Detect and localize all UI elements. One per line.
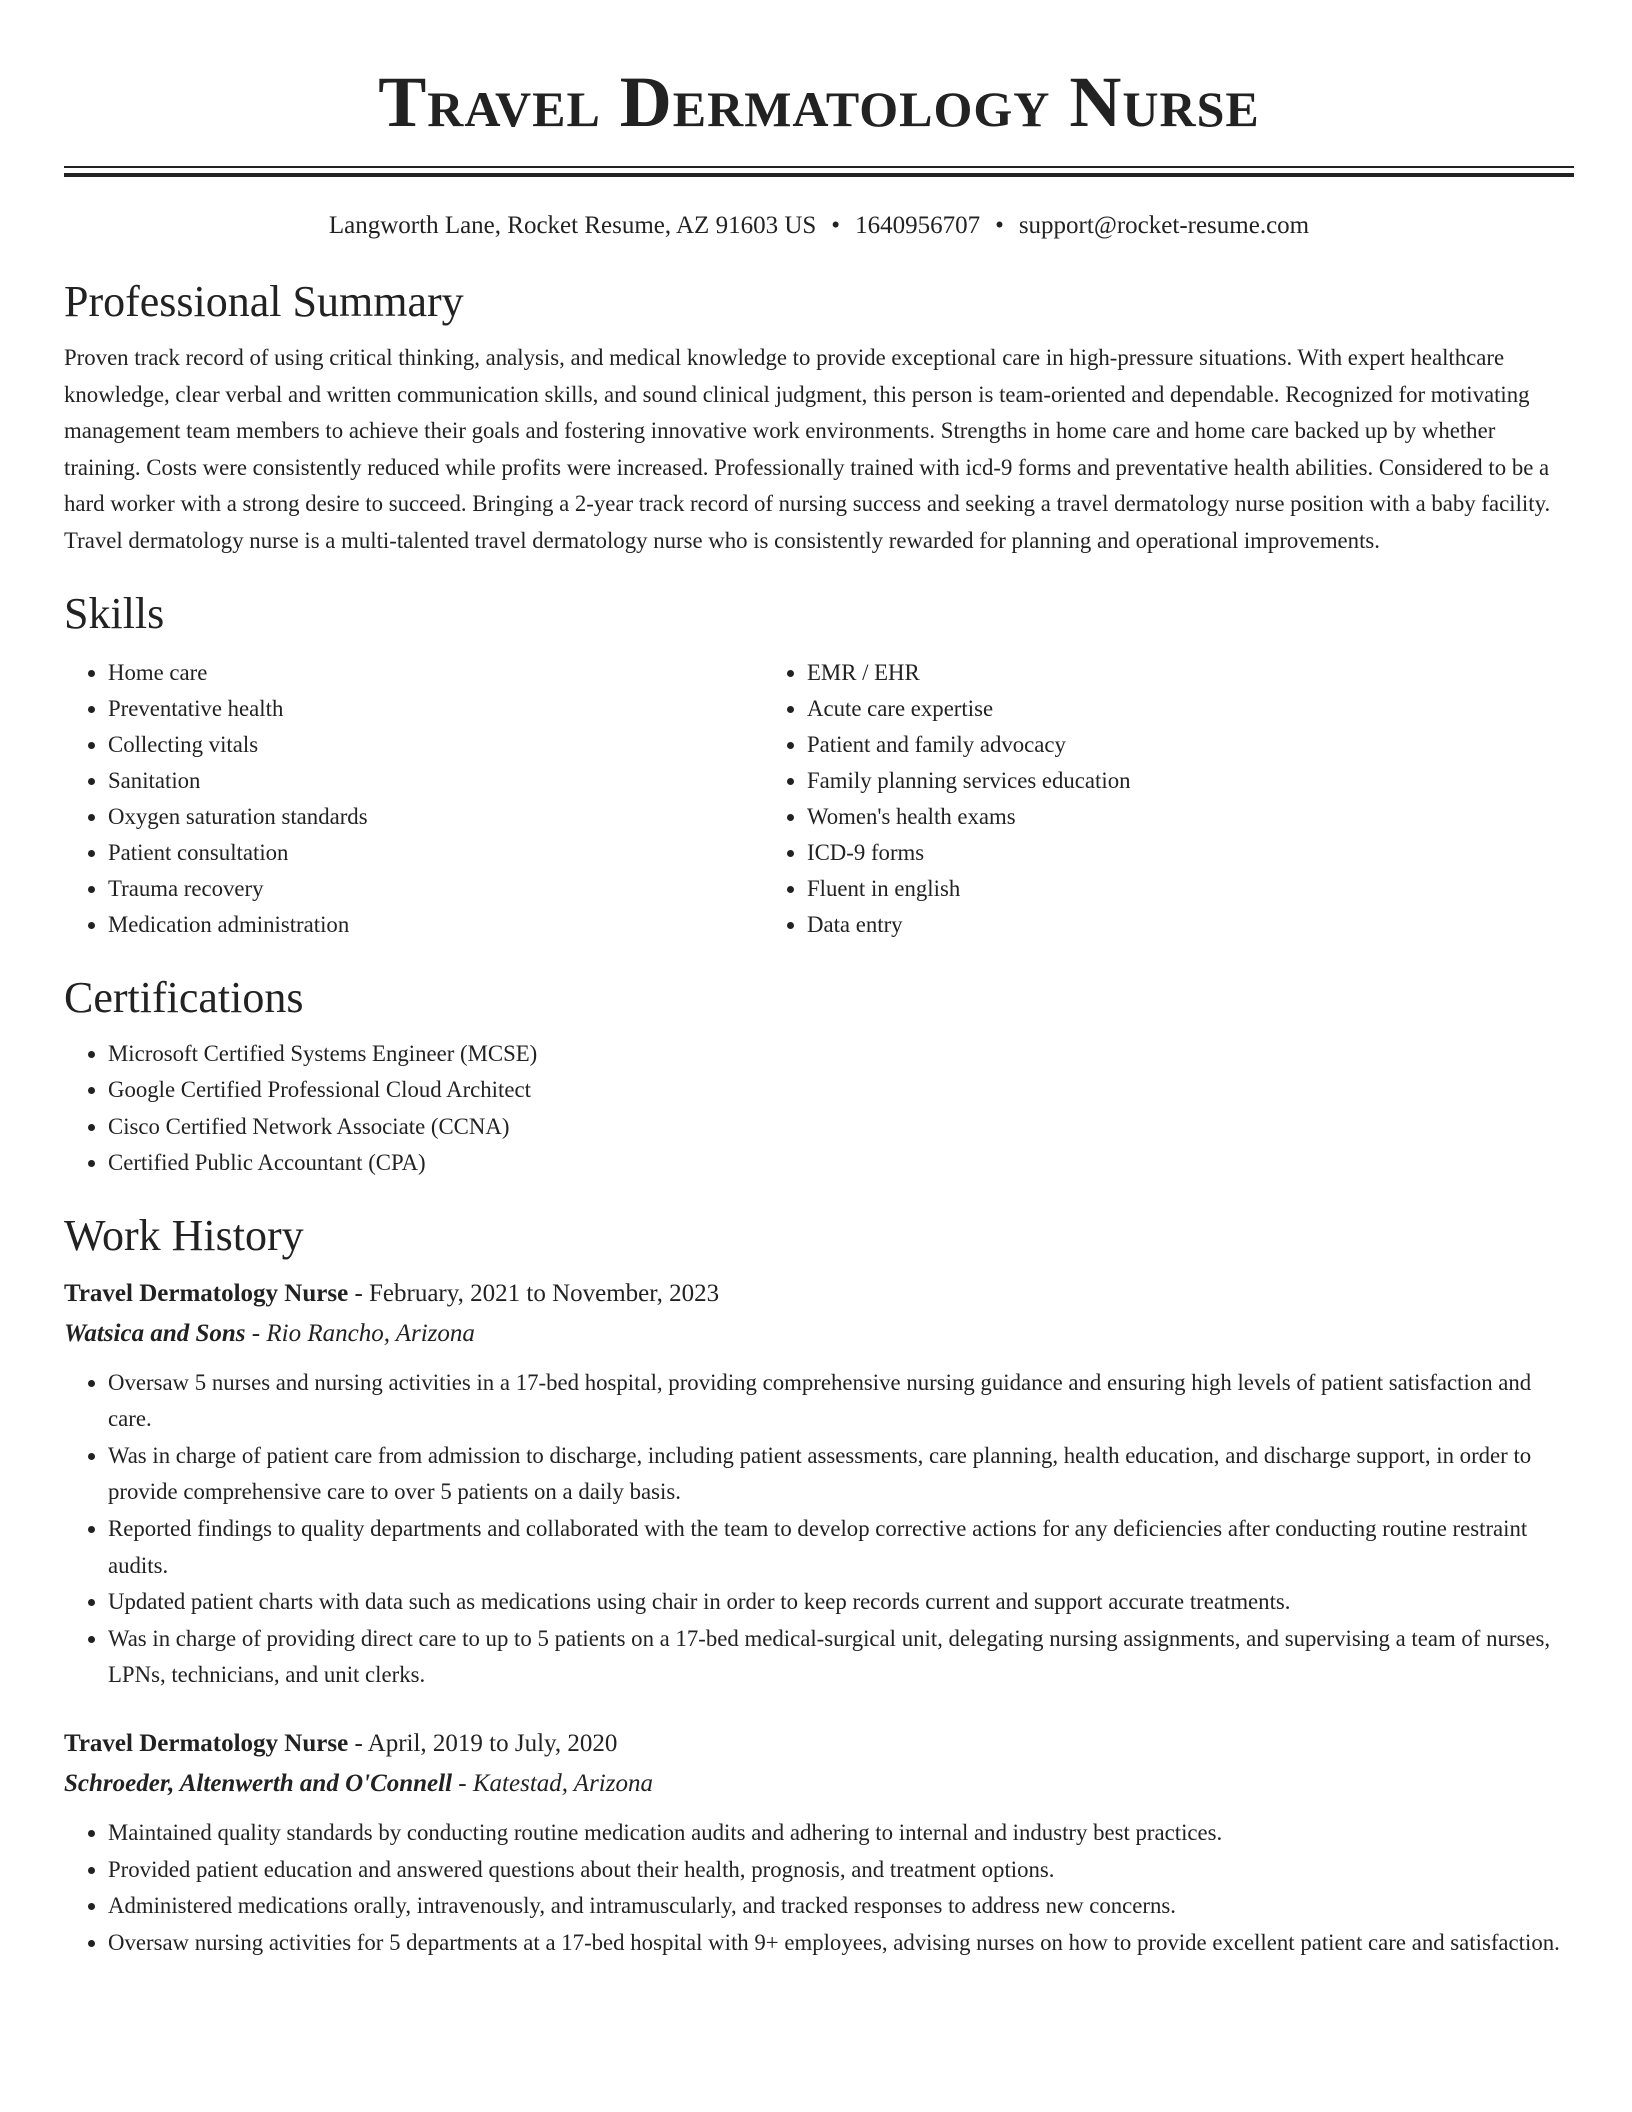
job-company-line [64,1314,1574,1354]
skill-item: • Women's health exams [807,799,1131,835]
job-bullet: • Was in charge of patient care from admission to discharge, including patient assessments, care planning, health education, and discharge support, in order to provide comprehensive care to over 5 patients on a daily basis. [108,1438,1574,1511]
job-dates: - February, 2021 to November, 2023 [348,1279,720,1307]
skills-list-right [763,655,1131,944]
job-entry [64,1274,1574,1694]
skill-item: • Medication administration [108,907,763,943]
job-title-line [64,1274,1574,1314]
skill-item: • Fluent in english [807,871,1131,907]
certifications-heading: Certifications [64,973,304,1023]
job-bullet: • Provided patient education and answered questions about their health, prognosis, and treatment options. [108,1852,1574,1889]
contact-line [64,211,1574,241]
job-bullet: • Updated patient charts with data such as medications using chair in order to keep records current and support accurate treatments. [108,1584,1574,1621]
job-title-line [64,1724,1574,1764]
job-bullet: • Oversaw nursing activities for 5 departments at a 17-bed hospital with 9+ employees, advising nurses on how to provide excellent patient care and satisfaction. [108,1925,1574,1962]
certification-item: • Google Certified Professional Cloud Architect [108,1072,1574,1108]
skill-item: • ICD-9 forms [807,835,1131,871]
certification-item: • Cisco Certified Network Associate (CCNA) [108,1109,1574,1145]
skill-item: • Sanitation [108,763,763,799]
job-company-line [64,1764,1574,1804]
summary-text: Proven track record of using critical thinking, analysis, and medical knowledge to provide exceptional care in high-pressure situations. With expert healthcare knowledge, clear verbal and written communication skills, and sound clinical judgment, this person is team-oriented and dependable. Recognized for motivating management team members to achieve their goals and fostering innovative work environments. Strengths in home care and home care backed up by whether training. Costs were consistently reduced while profits were increased. Professionally trained with icd-9 forms and preventative health abilities. Considered to be a hard worker with a strong desire to succeed. Bringing a 2-year track record of nursing success and seeking a travel dermatology nurse position with a baby facility. Travel dermatology nurse is a multi-talented travel dermatology nurse who is consistently rewarded for planning and operational improvements. [64,345,1551,553]
resume-page [64,0,1574,1961]
skill-item: • Preventative health [108,691,763,727]
contact-address: Langworth Lane, Rocket Resume, AZ 91603 US [328,212,817,239]
skill-item: • Oxygen saturation standards [108,799,763,835]
skill-item: • Patient consultation [108,835,763,871]
job-company: Schroeder, Altenwerth and O'Connell [64,1770,453,1798]
summary-heading: Professional Summary [64,277,464,326]
skills-columns [64,655,1574,944]
contact-separator: • [831,212,841,239]
job-bullets [64,1365,1574,1694]
skill-item: • Collecting vitals [108,727,763,763]
skill-item: • Home care [108,655,763,691]
work-history-heading: Work History [64,1210,304,1260]
skill-item: • Family planning services education [807,763,1131,799]
skill-item: • Trauma recovery [108,871,763,907]
job-bullet: • Oversaw 5 nurses and nursing activities in a 17-bed hospital, providing comprehensive nursing guidance and ensuring high levels of patient satisfaction and care. [108,1365,1574,1438]
job-bullet: • Was in charge of providing direct care to up to 5 patients on a 17-bed medical-surgical unit, delegating nursing assignments, and supervising a team of nurses, LPNs, technicians, and unit clerks. [108,1621,1574,1694]
contact-phone: 1640956707 [855,212,981,239]
skill-item: • EMR / EHR [807,655,1131,691]
contact-email: support@rocket-resume.com [1018,212,1310,239]
certification-item: • Microsoft Certified Systems Engineer (MCSE) [108,1036,1574,1072]
job-title: Travel Dermatology Nurse [64,1730,349,1758]
skill-item: • Patient and family advocacy [807,727,1131,763]
job-dates: - April, 2019 to July, 2020 [348,1730,618,1758]
certification-item: • Certified Public Accountant (CPA) [108,1145,1574,1181]
job-bullet: • Reported findings to quality departments and collaborated with the team to develop corrective actions for any deficiencies after conducting routine restraint audits. [108,1511,1574,1584]
contact-separator: • [995,212,1004,239]
skill-item: • Data entry [807,907,1131,943]
skills-heading: Skills [64,588,165,638]
skill-item: • Acute care expertise [807,691,1131,727]
certifications-list [64,1036,1574,1180]
job-company: Watsica and Sons [64,1319,246,1347]
job-entry [64,1724,1574,1961]
skills-list-left [64,655,763,944]
job-bullet: • Maintained quality standards by conducting routine medication audits and adhering to internal and industry best practices. [108,1815,1574,1852]
job-bullet: • Administered medications orally, intravenously, and intramuscularly, and tracked responses to address new concerns. [108,1888,1574,1925]
resume-title: Travel Dermatology Nurse [378,62,1260,142]
header-divider-thick [64,173,1574,177]
job-location: - Rio Rancho, Arizona [245,1319,475,1347]
job-title: Travel Dermatology Nurse [64,1279,349,1307]
job-location: - Katestad, Arizona [452,1770,653,1798]
job-bullets [64,1815,1574,1961]
header-divider-thin [64,166,1574,168]
